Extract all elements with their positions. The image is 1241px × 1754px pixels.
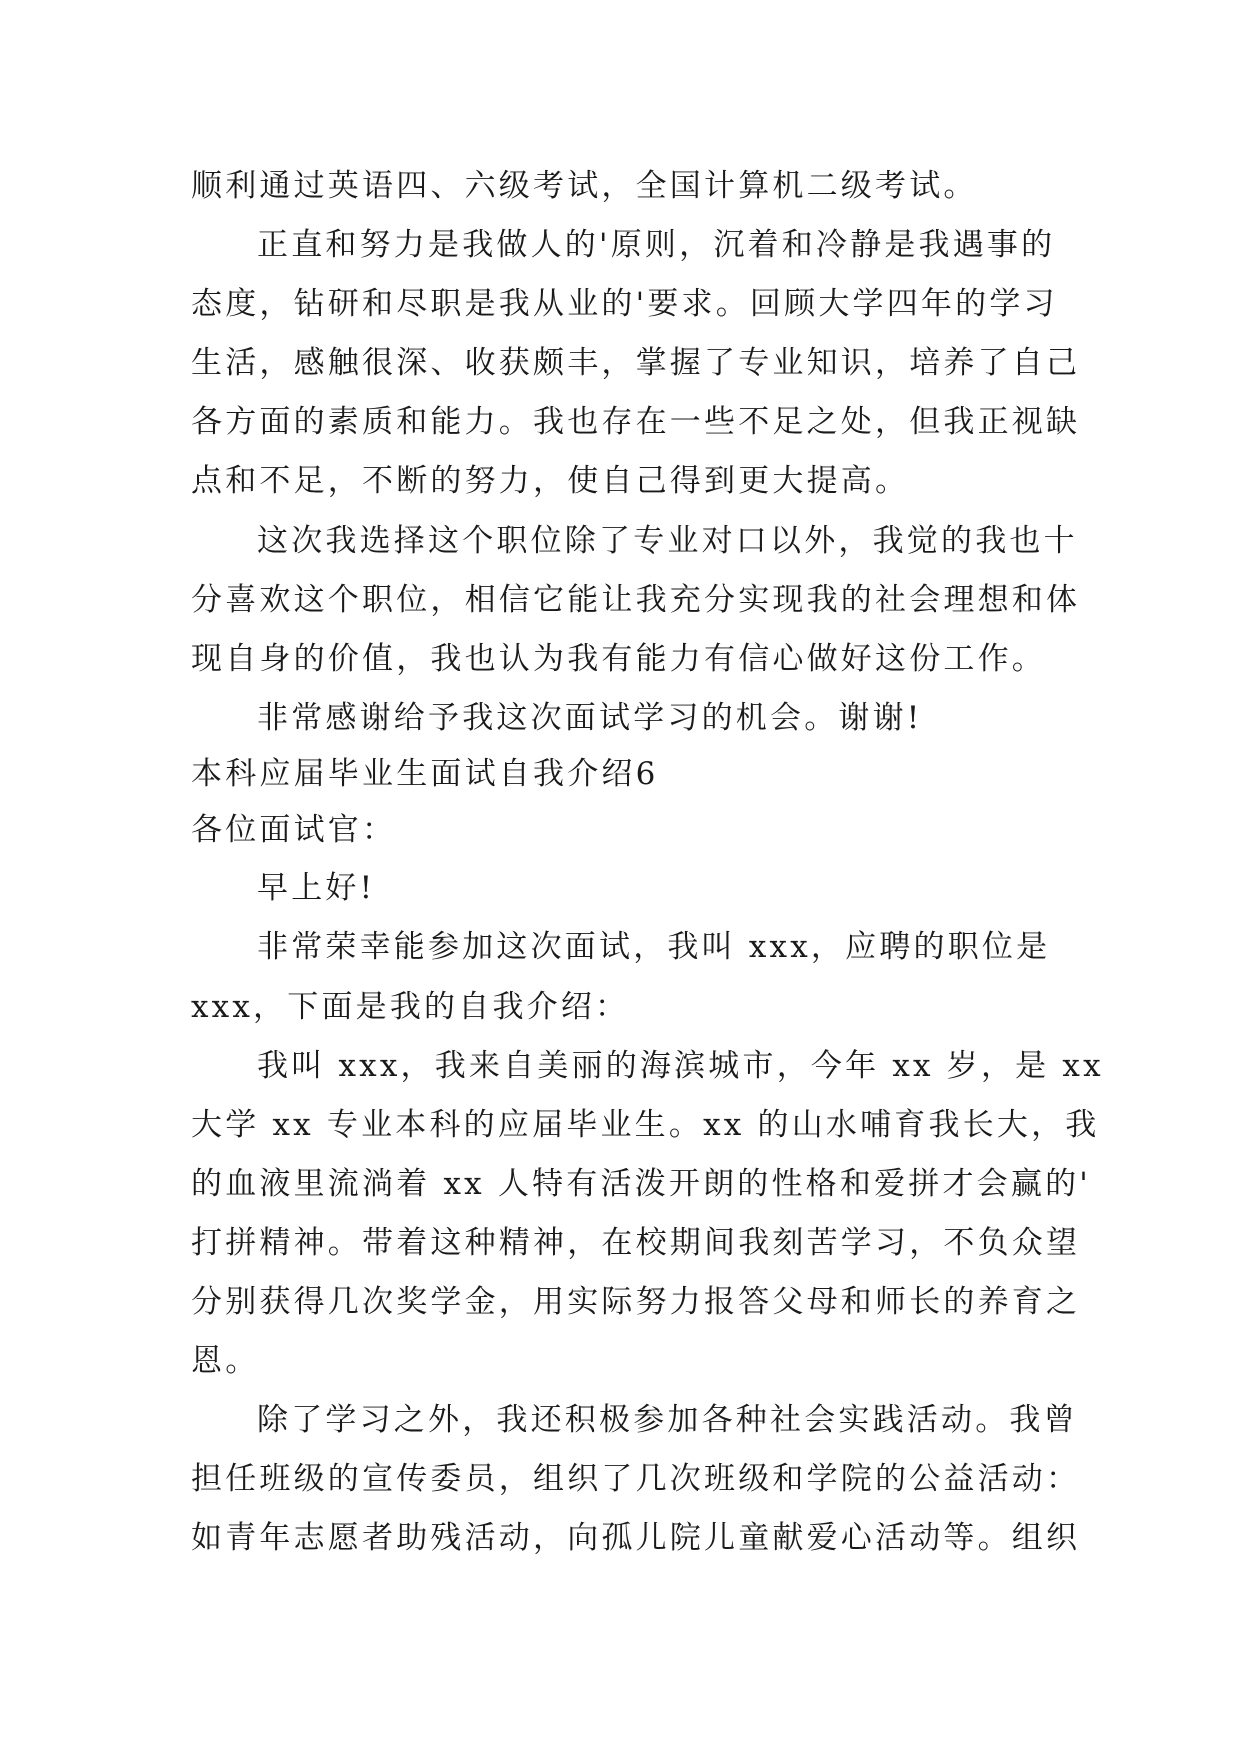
text-line: xxx，下面是我的自我介绍： bbox=[191, 989, 630, 1025]
salutation: 各位面试官： bbox=[191, 812, 397, 848]
paragraph-start-line: 正直和努力是我做人的'原则，沉着和冷静是我遇事的 bbox=[257, 227, 1056, 263]
paragraph-start-line: 这次我选择这个职位除了专业对口以外，我觉的我也十 bbox=[257, 523, 1078, 559]
paragraph-start-line: 非常荣幸能参加这次面试，我叫 xxx，应聘的职位是 bbox=[257, 929, 1051, 965]
text-line: 生活，感触很深、收获颇丰，掌握了专业知识，培养了自己 bbox=[191, 345, 1081, 381]
text-line: 恩。 bbox=[191, 1343, 260, 1379]
text-line: 如青年志愿者助残活动，向孤儿院儿童献爱心活动等。组织 bbox=[191, 1520, 1081, 1556]
text-line: 态度，钻研和尽职是我从业的'要求。回顾大学四年的学习 bbox=[191, 286, 1058, 322]
text-line: 分喜欢这个职位，相信它能让我充分实现我的社会理想和体 bbox=[191, 582, 1081, 618]
paragraph-start-line: 除了学习之外，我还积极参加各种社会实践活动。我曾 bbox=[257, 1402, 1078, 1438]
greeting: 早上好! bbox=[257, 870, 376, 906]
text-line: 点和不足，不断的努力，使自己得到更大提高。 bbox=[191, 463, 910, 499]
text-line: 打拼精神。带着这种精神，在校期间我刻苦学习，不负众望 bbox=[191, 1225, 1081, 1261]
text-line: 各方面的素质和能力。我也存在一些不足之处，但我正视缺 bbox=[191, 404, 1081, 440]
text-line: 担任班级的宣传委员，组织了几次班级和学院的公益活动： bbox=[191, 1461, 1081, 1497]
text-line: 大学 xx 专业本科的应届毕业生。xx 的山水哺育我长大，我 bbox=[191, 1107, 1100, 1143]
text-line: 现自身的价值，我也认为我有能力有信心做好这份工作。 bbox=[191, 641, 1046, 677]
text-line: 的血液里流淌着 xx 人特有活泼开朗的性格和爱拼才会赢的' bbox=[191, 1166, 1091, 1202]
text-line: 顺利通过英语四、六级考试，全国计算机二级考试。 bbox=[191, 168, 978, 204]
closing-line: 非常感谢给予我这次面试学习的机会。谢谢! bbox=[257, 700, 923, 736]
section-heading: 本科应届毕业生面试自我介绍6 bbox=[191, 756, 659, 792]
text-line: 分别获得几次奖学金，用实际努力报答父母和师长的养育之 bbox=[191, 1284, 1081, 1320]
paragraph-start-line: 我叫 xxx，我来自美丽的海滨城市，今年 xx 岁，是 xx bbox=[257, 1048, 1104, 1084]
